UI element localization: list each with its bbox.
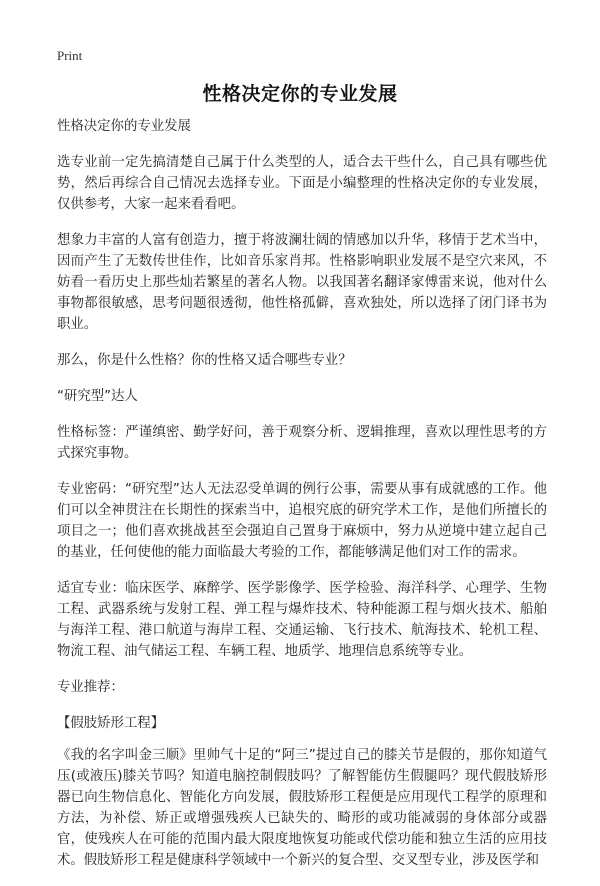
- article-subtitle: 性格决定你的专业发展: [57, 119, 191, 134]
- question-paragraph: 那么，你是什么性格？你的性格又适合哪些专业？: [57, 353, 352, 368]
- intro-paragraph: 选专业前一定先搞清楚自己属于什么类型的人，适合去干些什么，自己具有哪些优势，然后再综合自己情况去选择专业。下面是小编整理的性格决定你的专业发展，仅供参考，大家一起来看看吧。: [57, 155, 547, 212]
- major-code-paragraph: 专业密码：“研究型”达人无法忍受单调的例行公事，需要从事有成就感的工作。他们可以全神贯注在长期性的探索当中，追根究底的研究学术工作，是他们所擅长的项目之一；他们喜欢挑战甚至会强迫自己置身于麻烦中，努力从逆境中建立起自己的基业，任何使他的能力面临最大考验的工作，都能够满足他们对工作的需求。: [57, 482, 547, 560]
- section-heading-research-type: “研究型”达人: [57, 389, 138, 404]
- recommendation-label: 专业推荐：: [57, 680, 124, 695]
- page-title: 性格决定你的专业发展: [202, 83, 398, 105]
- article-body: [57, 116, 547, 886]
- imagination-paragraph: 想象力丰富的人富有创造力，擅于将波澜壮阔的情感加以升华，移情于艺术当中，因而产生了无数传世佳作，比如音乐家肖邦。性格影响职业发展不是空穴来风，不妨看一看历史上那些灿若繁星的著名人物。以我国著名翻译家傅雷来说，他对什么事物都很敏感，思考问题很透彻，他性格孤僻，喜欢独处，所以选择了闭门译书为职业。: [57, 233, 547, 332]
- prosthetics-heading: 【假肢矫形工程】: [57, 716, 165, 731]
- suitable-majors-paragraph: 适宜专业：临床医学、麻醉学、医学影像学、医学检验、海洋科学、心理学、生物工程、武器系统与发射工程、弹工程与爆炸技术、特种能源工程与烟火技术、船舶与海洋工程、港口航道与海岸工程、交通运输、飞行技术、航海技术、轮机工程、物流工程、油气储运工程、车辆工程、地质学、地理信息系统等专业。: [57, 581, 547, 659]
- print-link[interactable]: Print: [57, 48, 83, 63]
- prosthetics-paragraph: 《我的名字叫金三顺》里帅气十足的“阿三”提过自己的膝关节是假的，那你知道气压(或液压)膝关节吗？知道电脑控制假肢吗？了解智能仿生假腿吗？现代假肢矫形器已向生物信息化、智能化方向发展，假肢矫形工程便是应用现代工程学的原理和方法，为补偿、矫正或增强残疾人已缺失的、畸形的或功能减弱的身体部分或器官，使残疾人在可能的范围内最大限度地恢复功能或代偿功能和独立生活的应用技术。假肢矫形工程是健康科学领域中一个新兴的复合型、交叉型专业，涉及医学和: [57, 748, 547, 868]
- personality-tags-paragraph: 性格标签：严谨缜密、勤学好问，善于观察分析、逻辑推理，喜欢以理性思考的方式探究事物。: [57, 425, 547, 461]
